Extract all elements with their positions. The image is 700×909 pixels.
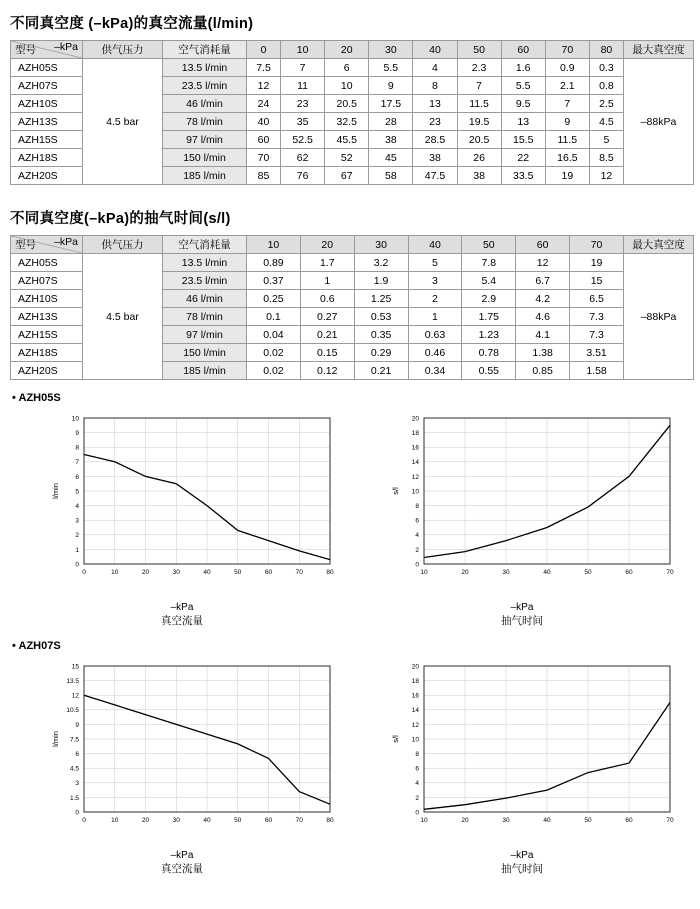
flow-chart-svg <box>22 654 342 849</box>
svg-text:16: 16 <box>411 444 419 452</box>
cell-value: 0.25 <box>247 290 301 308</box>
svg-text:20: 20 <box>141 569 150 576</box>
cell-value: 0.34 <box>408 362 462 380</box>
chart-flow-azh05s <box>12 406 352 628</box>
table-vacuum-flow <box>10 40 694 185</box>
cell-value: 0.1 <box>247 308 301 326</box>
chart-evac-azh05s <box>352 406 692 628</box>
cell-model: AZH20S <box>11 167 83 185</box>
svg-text:70: 70 <box>666 817 674 824</box>
svg-text:6: 6 <box>75 751 79 758</box>
table-evacuation-time <box>10 235 694 380</box>
cell-model: AZH05S <box>11 59 83 77</box>
corner-label-kpa: –kPa <box>54 41 78 53</box>
cell-value: 13 <box>413 95 457 113</box>
header-vac-5: 50 <box>457 41 501 59</box>
cell-value: 70 <box>247 149 281 167</box>
cell-value: 0.89 <box>247 254 301 272</box>
header-vac-8: 80 <box>589 41 623 59</box>
cell-pressure: 4.5 bar <box>83 254 163 380</box>
svg-text:0: 0 <box>415 809 419 817</box>
chart-row-azh07s <box>12 654 692 876</box>
cell-value: 2.9 <box>462 290 516 308</box>
cell-value: 33.5 <box>501 167 545 185</box>
chart-title: 真空流量 <box>161 863 203 875</box>
cell-value: 20.5 <box>325 95 369 113</box>
cell-value: 6.5 <box>570 290 624 308</box>
cell-model: AZH10S <box>11 95 83 113</box>
svg-text:20: 20 <box>141 817 150 824</box>
cell-value: 12 <box>247 77 281 95</box>
svg-text:s/l: s/l <box>391 735 400 743</box>
cell-value: 7 <box>545 95 589 113</box>
header-pressure: 供气压力 <box>83 41 163 59</box>
svg-text:30: 30 <box>502 817 510 824</box>
header-vac-3: 30 <box>369 41 413 59</box>
cell-value: 4.2 <box>516 290 570 308</box>
header-vac-5: 60 <box>516 236 570 254</box>
chart-group-label-azh05s: • AZH05S <box>12 392 61 404</box>
cell-value: 1.75 <box>462 308 516 326</box>
cell-value: 11.5 <box>457 95 501 113</box>
svg-text:5: 5 <box>75 488 79 496</box>
svg-text:10: 10 <box>111 817 119 824</box>
svg-text:10: 10 <box>71 415 79 423</box>
evac-chart-svg <box>362 406 682 601</box>
cell-value: 7.3 <box>570 308 624 326</box>
cell-value: 26 <box>457 149 501 167</box>
chart-title: 真空流量 <box>161 615 203 627</box>
cell-value: 0.55 <box>462 362 516 380</box>
cell-value: 5 <box>408 254 462 272</box>
cell-value: 22 <box>501 149 545 167</box>
svg-text:50: 50 <box>584 569 592 576</box>
svg-text:8: 8 <box>415 503 419 510</box>
cell-value: 1.6 <box>501 59 545 77</box>
svg-text:30: 30 <box>502 569 510 576</box>
chart-xlabel: –kPa <box>170 850 194 861</box>
header-vac-1: 20 <box>300 236 354 254</box>
svg-text:16: 16 <box>411 692 419 700</box>
cell-value: 45.5 <box>325 131 369 149</box>
cell-value: 52.5 <box>281 131 325 149</box>
svg-text:7.5: 7.5 <box>69 736 79 744</box>
cell-value: 60 <box>247 131 281 149</box>
cell-value: 38 <box>369 131 413 149</box>
cell-value: 1.58 <box>570 362 624 380</box>
cell-value: 6.7 <box>516 272 570 290</box>
cell-value: 0.78 <box>462 344 516 362</box>
header-vac-4: 50 <box>462 236 516 254</box>
chart-row-azh05s <box>12 406 692 628</box>
cell-value: 47.5 <box>413 167 457 185</box>
cell-consumption: 46 l/min <box>163 290 247 308</box>
header-vac-0: 10 <box>247 236 301 254</box>
svg-text:40: 40 <box>203 569 211 576</box>
svg-text:l/min: l/min <box>51 483 60 499</box>
cell-maxvac: –88kPa <box>624 254 694 380</box>
chart-group-label-azh07s: • AZH07S <box>12 640 61 652</box>
cell-value: 7.5 <box>247 59 281 77</box>
cell-value: 12 <box>589 167 623 185</box>
cell-value: 10 <box>325 77 369 95</box>
svg-text:3: 3 <box>75 780 79 788</box>
cell-value: 6 <box>325 59 369 77</box>
cell-value: 62 <box>281 149 325 167</box>
header-vac-3: 40 <box>408 236 462 254</box>
chart-xlabel: –kPa <box>510 602 534 613</box>
cell-consumption: 78 l/min <box>163 308 247 326</box>
cell-value: 4.5 <box>589 113 623 131</box>
cell-value: 8.5 <box>589 149 623 167</box>
cell-model: AZH18S <box>11 344 83 362</box>
header-vac-4: 40 <box>413 41 457 59</box>
svg-text:70: 70 <box>666 569 674 576</box>
cell-value: 2.1 <box>545 77 589 95</box>
cell-value: 2.3 <box>457 59 501 77</box>
cell-value: 40 <box>247 113 281 131</box>
svg-text:20: 20 <box>461 569 469 576</box>
cell-model: AZH07S <box>11 272 83 290</box>
header-vac-1: 10 <box>281 41 325 59</box>
svg-text:4: 4 <box>75 503 79 510</box>
svg-text:2: 2 <box>415 546 419 554</box>
cell-consumption: 185 l/min <box>163 167 247 185</box>
cell-value: 23 <box>281 95 325 113</box>
cell-value: 5.4 <box>462 272 516 290</box>
cell-value: 19.5 <box>457 113 501 131</box>
svg-text:8: 8 <box>415 751 419 758</box>
cell-value: 2 <box>408 290 462 308</box>
cell-value: 0.21 <box>300 326 354 344</box>
cell-model: AZH10S <box>11 290 83 308</box>
cell-value: 23 <box>413 113 457 131</box>
cell-model: AZH15S <box>11 131 83 149</box>
svg-text:6: 6 <box>415 517 419 525</box>
cell-value: 0.46 <box>408 344 462 362</box>
cell-consumption: 97 l/min <box>163 326 247 344</box>
cell-value: 0.35 <box>354 326 408 344</box>
svg-text:0: 0 <box>82 569 86 576</box>
svg-text:0: 0 <box>82 817 86 824</box>
header-vac-2: 30 <box>354 236 408 254</box>
cell-consumption: 13.5 l/min <box>163 59 247 77</box>
cell-value: 45 <box>369 149 413 167</box>
svg-text:4: 4 <box>415 780 419 788</box>
header-consumption: 空气消耗量 <box>163 41 247 59</box>
svg-text:0: 0 <box>75 809 79 817</box>
cell-value: 0.3 <box>589 59 623 77</box>
cell-value: 9.5 <box>501 95 545 113</box>
cell-value: 11.5 <box>545 131 589 149</box>
cell-model: AZH05S <box>11 254 83 272</box>
svg-text:70: 70 <box>295 569 303 576</box>
cell-model: AZH18S <box>11 149 83 167</box>
cell-value: 0.37 <box>247 272 301 290</box>
cell-value: 1.7 <box>300 254 354 272</box>
svg-text:10: 10 <box>111 569 119 576</box>
cell-model: AZH07S <box>11 77 83 95</box>
cell-value: 5.5 <box>369 59 413 77</box>
svg-text:3: 3 <box>75 517 79 525</box>
svg-text:9: 9 <box>75 430 79 437</box>
svg-text:4.5: 4.5 <box>69 765 79 773</box>
header-vac-7: 70 <box>545 41 589 59</box>
cell-value: 3.51 <box>570 344 624 362</box>
flow-chart-svg <box>22 406 342 601</box>
svg-text:1.5: 1.5 <box>69 794 79 802</box>
corner-header-cell <box>11 41 83 59</box>
cell-value: 3.2 <box>354 254 408 272</box>
cell-value: 38 <box>413 149 457 167</box>
svg-text:20: 20 <box>411 663 419 671</box>
corner-label-model: 型号 <box>15 44 36 56</box>
svg-text:70: 70 <box>295 817 303 824</box>
cell-value: 4 <box>413 59 457 77</box>
svg-text:7: 7 <box>75 459 79 467</box>
svg-text:4: 4 <box>415 532 419 540</box>
corner-label-model: 型号 <box>15 239 36 251</box>
cell-value: 0.21 <box>354 362 408 380</box>
cell-value: 1.23 <box>462 326 516 344</box>
cell-value: 67 <box>325 167 369 185</box>
svg-text:14: 14 <box>411 707 419 715</box>
header-vac-0: 0 <box>247 41 281 59</box>
chart-flow-azh07s <box>12 654 352 876</box>
svg-text:10: 10 <box>420 817 428 824</box>
cell-consumption: 185 l/min <box>163 362 247 380</box>
cell-value: 0.8 <box>589 77 623 95</box>
chart-xlabel: –kPa <box>170 602 194 613</box>
svg-text:30: 30 <box>172 569 180 576</box>
cell-value: 7 <box>457 77 501 95</box>
cell-value: 19 <box>545 167 589 185</box>
svg-text:s/l: s/l <box>391 487 400 495</box>
svg-text:12: 12 <box>71 692 79 700</box>
cell-value: 52 <box>325 149 369 167</box>
cell-value: 1 <box>300 272 354 290</box>
svg-text:10: 10 <box>411 488 419 496</box>
svg-text:13.5: 13.5 <box>66 678 79 685</box>
header-consumption: 空气消耗量 <box>163 236 247 254</box>
svg-text:l/min: l/min <box>51 731 60 747</box>
chart-caption-evac <box>352 850 692 876</box>
svg-text:12: 12 <box>411 473 419 481</box>
chart-xlabel: –kPa <box>510 850 534 861</box>
svg-text:80: 80 <box>326 569 334 576</box>
chart-caption-flow <box>12 602 352 628</box>
chart-caption-flow <box>12 850 352 876</box>
cell-value: 7.8 <box>462 254 516 272</box>
cell-value: 38 <box>457 167 501 185</box>
cell-consumption: 13.5 l/min <box>163 254 247 272</box>
cell-value: 0.53 <box>354 308 408 326</box>
cell-value: 0.04 <box>247 326 301 344</box>
cell-value: 0.85 <box>516 362 570 380</box>
cell-value: 0.63 <box>408 326 462 344</box>
cell-value: 15.5 <box>501 131 545 149</box>
cell-value: 13 <box>501 113 545 131</box>
header-vac-2: 20 <box>325 41 369 59</box>
svg-text:80: 80 <box>326 817 334 824</box>
svg-text:0: 0 <box>75 561 79 569</box>
svg-text:2: 2 <box>415 794 419 802</box>
cell-model: AZH13S <box>11 113 83 131</box>
svg-text:50: 50 <box>234 569 242 576</box>
svg-text:30: 30 <box>172 817 180 824</box>
svg-text:1: 1 <box>75 546 79 554</box>
cell-value: 5 <box>589 131 623 149</box>
svg-text:6: 6 <box>415 765 419 773</box>
cell-value: 76 <box>281 167 325 185</box>
cell-model: AZH13S <box>11 308 83 326</box>
header-vac-6: 70 <box>570 236 624 254</box>
header-maxvac: 最大真空度 <box>624 236 694 254</box>
cell-consumption: 97 l/min <box>163 131 247 149</box>
cell-value: 0.29 <box>354 344 408 362</box>
cell-model: AZH20S <box>11 362 83 380</box>
cell-value: 0.9 <box>545 59 589 77</box>
cell-consumption: 78 l/min <box>163 113 247 131</box>
cell-value: 28.5 <box>413 131 457 149</box>
svg-text:40: 40 <box>543 817 551 824</box>
cell-value: 58 <box>369 167 413 185</box>
cell-value: 4.6 <box>516 308 570 326</box>
evac-chart-svg <box>362 654 682 849</box>
svg-text:10: 10 <box>420 569 428 576</box>
svg-text:6: 6 <box>75 473 79 481</box>
cell-value: 28 <box>369 113 413 131</box>
cell-value: 7.3 <box>570 326 624 344</box>
cell-consumption: 46 l/min <box>163 95 247 113</box>
svg-text:20: 20 <box>411 415 419 423</box>
table-row <box>11 59 694 77</box>
cell-value: 0.15 <box>300 344 354 362</box>
cell-consumption: 150 l/min <box>163 149 247 167</box>
svg-text:20: 20 <box>461 817 469 824</box>
table-header-row <box>11 41 694 59</box>
cell-consumption: 150 l/min <box>163 344 247 362</box>
svg-text:15: 15 <box>71 663 79 671</box>
cell-value: 17.5 <box>369 95 413 113</box>
svg-text:60: 60 <box>264 569 273 576</box>
chart-caption-evac <box>352 602 692 628</box>
section-title-flow: 不同真空度 (–kPa)的真空流量(l/min) <box>10 16 254 32</box>
cell-value: 2.5 <box>589 95 623 113</box>
cell-value: 1 <box>408 308 462 326</box>
cell-value: 11 <box>281 77 325 95</box>
header-vac-6: 60 <box>501 41 545 59</box>
cell-value: 35 <box>281 113 325 131</box>
cell-value: 12 <box>516 254 570 272</box>
svg-text:18: 18 <box>411 678 419 685</box>
svg-text:2: 2 <box>75 532 79 540</box>
cell-value: 19 <box>570 254 624 272</box>
svg-text:60: 60 <box>625 817 633 824</box>
section-title-evacuation: 不同真空度(–kPa)的抽气时间(s/l) <box>10 211 231 227</box>
cell-maxvac: –88kPa <box>624 59 694 185</box>
table-row <box>11 254 694 272</box>
svg-text:12: 12 <box>411 721 419 729</box>
cell-value: 85 <box>247 167 281 185</box>
corner-header-cell <box>11 236 83 254</box>
header-maxvac: 最大真空度 <box>624 41 694 59</box>
svg-text:40: 40 <box>203 817 211 824</box>
cell-pressure: 4.5 bar <box>83 59 163 185</box>
svg-text:10: 10 <box>411 736 419 744</box>
svg-text:0: 0 <box>415 561 419 569</box>
corner-label-kpa: –kPa <box>54 236 78 248</box>
cell-value: 0.02 <box>247 344 301 362</box>
svg-text:60: 60 <box>264 817 273 824</box>
cell-value: 0.6 <box>300 290 354 308</box>
cell-value: 8 <box>413 77 457 95</box>
cell-model: AZH15S <box>11 326 83 344</box>
cell-value: 5.5 <box>501 77 545 95</box>
cell-value: 7 <box>281 59 325 77</box>
cell-consumption: 23.5 l/min <box>163 272 247 290</box>
chart-evac-azh07s <box>352 654 692 876</box>
svg-text:40: 40 <box>543 569 551 576</box>
cell-value: 9 <box>545 113 589 131</box>
cell-value: 9 <box>369 77 413 95</box>
cell-value: 15 <box>570 272 624 290</box>
svg-text:60: 60 <box>625 569 633 576</box>
cell-value: 1.25 <box>354 290 408 308</box>
svg-text:10.5: 10.5 <box>66 707 79 715</box>
cell-value: 3 <box>408 272 462 290</box>
svg-text:8: 8 <box>75 444 79 452</box>
cell-value: 4.1 <box>516 326 570 344</box>
svg-text:18: 18 <box>411 430 419 437</box>
chart-title: 抽气时间 <box>501 615 543 627</box>
cell-value: 1.9 <box>354 272 408 290</box>
header-pressure: 供气压力 <box>83 236 163 254</box>
cell-value: 20.5 <box>457 131 501 149</box>
cell-value: 0.12 <box>300 362 354 380</box>
cell-value: 0.02 <box>247 362 301 380</box>
svg-text:50: 50 <box>584 817 592 824</box>
cell-value: 0.27 <box>300 308 354 326</box>
svg-text:14: 14 <box>411 459 419 467</box>
table-header-row <box>11 236 694 254</box>
chart-title: 抽气时间 <box>501 863 543 875</box>
svg-text:50: 50 <box>234 817 242 824</box>
cell-consumption: 23.5 l/min <box>163 77 247 95</box>
cell-value: 16.5 <box>545 149 589 167</box>
cell-value: 1.38 <box>516 344 570 362</box>
svg-text:9: 9 <box>75 721 79 729</box>
cell-value: 24 <box>247 95 281 113</box>
cell-value: 32.5 <box>325 113 369 131</box>
